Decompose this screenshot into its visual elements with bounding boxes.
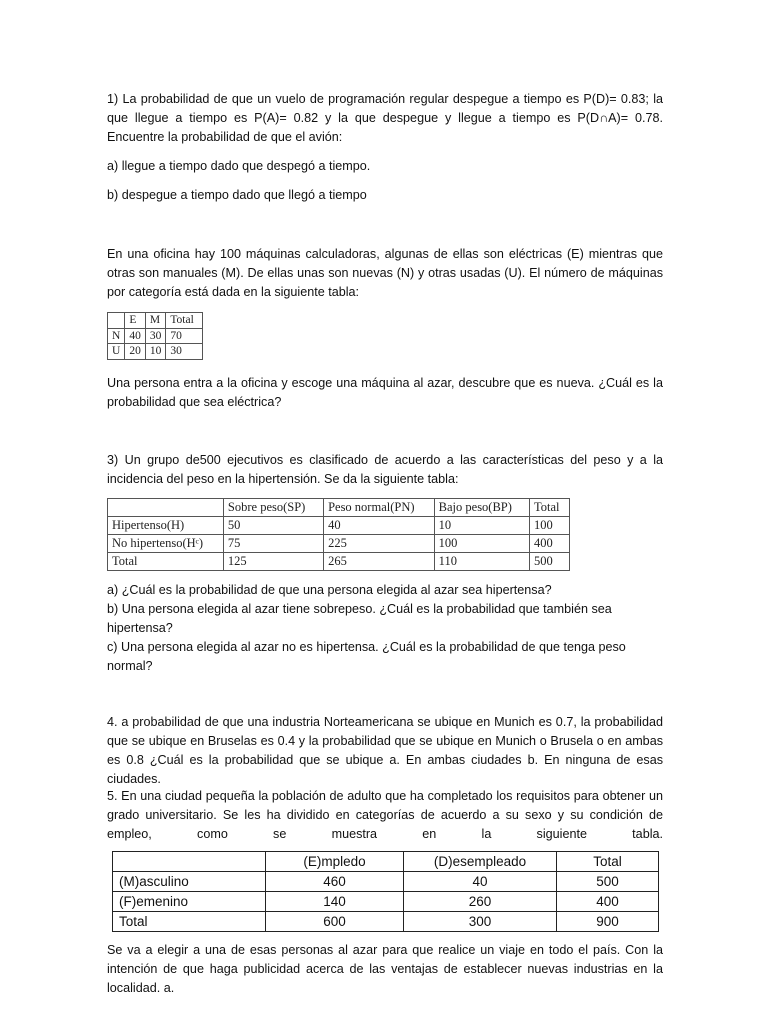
table-row [108, 535, 570, 553]
table-cell: 225 [324, 535, 435, 553]
problem-5-intro: 5. En una ciudad pequeña la población de adulto que ha completado los requisitos para obtener un grado universitario. Se les ha dividido en categorías de acuerdo a su sexo y su condición de empleo, como se muestra en la siguiente tabla. [107, 789, 663, 841]
table-cell: 40 [324, 517, 435, 535]
table-cell: (F)emenino [113, 892, 266, 912]
table-cell: 600 [266, 912, 404, 932]
problem-1-text: 1) La probabilidad de que un vuelo de programación regular despegue a tiempo es P(D)= 0.83; la que llegue a tiempo es P(A)= 0.82 y la que despegue y llegue a tiempo es P(D∩A)= 0.78. Encuentre la probabilidad de que el avión: [107, 92, 663, 144]
table-cell: 20 [125, 344, 146, 360]
table-cell [108, 313, 125, 329]
table-cell: M [145, 313, 166, 329]
employment-table [112, 851, 659, 932]
table-cell: 40 [404, 872, 557, 892]
table-cell: 140 [266, 892, 404, 912]
table-cell: 125 [223, 553, 323, 571]
table-row [108, 328, 203, 344]
problem-3-part-a: a) ¿Cuál es la probabilidad de que una persona elegida al azar sea hipertensa? [107, 583, 552, 597]
table-cell [108, 499, 224, 517]
problem-3-part-c: c) Una persona elegida al azar no es hipertensa. ¿Cuál es la probabilidad de que tenga peso normal? [107, 640, 626, 673]
table-row [113, 852, 659, 872]
table-cell: (M)asculino [113, 872, 266, 892]
table-row [108, 517, 570, 535]
table-cell: No hipertenso(Hᶜ) [108, 535, 224, 553]
table-cell: 40 [125, 328, 146, 344]
problem-2-intro: En una oficina hay 100 máquinas calculadoras, algunas de ellas son eléctricas (E) mientras que otras son manuales (M). De ellas unas son nuevas (N) y otras usadas (U). El número de máquinas por categoría está dada en la siguiente tabla: [107, 247, 663, 299]
table-cell: 460 [266, 872, 404, 892]
table-cell: 100 [434, 535, 529, 553]
table-cell: 30 [145, 328, 166, 344]
table-cell: 10 [434, 517, 529, 535]
table-cell: 500 [529, 553, 569, 571]
table-cell: Hipertenso(H) [108, 517, 224, 535]
table-cell: N [108, 328, 125, 344]
table-row [108, 313, 203, 329]
table-cell: 500 [557, 872, 659, 892]
table-cell: Bajo peso(BP) [434, 499, 529, 517]
table-cell: 75 [223, 535, 323, 553]
table-row [113, 912, 659, 932]
table-cell: 100 [529, 517, 569, 535]
table-cell [113, 852, 266, 872]
problem-1-part-a: a) llegue a tiempo dado que despegó a tiempo. [107, 159, 371, 173]
table-cell: (E)mpledo [266, 852, 404, 872]
table-cell: 30 [166, 344, 202, 360]
problem-3-intro: 3) Un grupo de500 ejecutivos es clasificado de acuerdo a las características del peso y a la incidencia del peso en la hipertensión. Se da la siguiente tabla: [107, 453, 663, 486]
table-cell: 10 [145, 344, 166, 360]
problem-4-text: 4. a probabilidad de que una industria Norteamericana se ubique en Munich es 0.7, la probabilidad que se ubique en Bruselas es 0.4 y la probabilidad que se ubique en Munich o Brusela o en ambas es 0.8 ¿Cuál es la probabilidad que se ubique a. En ambas ciudades b. En ninguna de esas ciudades. [107, 715, 663, 786]
table-cell: Peso normal(PN) [324, 499, 435, 517]
table-cell: 300 [404, 912, 557, 932]
table-cell: Total [166, 313, 202, 329]
problem-2-question: Una persona entra a la oficina y escoge una máquina al azar, descubre que es nueva. ¿Cuál es la probabilidad que sea eléctrica? [107, 376, 663, 409]
problem-5-outro: Se va a elegir a una de esas personas al azar para que realice un viaje en todo el país. Con la intención de que haga publicidad acerca de las ventajas de establecer nuevas industrias en la localidad. a. [107, 943, 663, 995]
machines-table [107, 312, 203, 360]
table-cell: 400 [529, 535, 569, 553]
table-cell: (D)esempleado [404, 852, 557, 872]
problem-3-part-b: b) Una persona elegida al azar tiene sobrepeso. ¿Cuál es la probabilidad que también sea hipertensa? [107, 602, 612, 635]
table-cell: 400 [557, 892, 659, 912]
hypertension-table [107, 498, 570, 571]
table-cell: Total [113, 912, 266, 932]
table-row [108, 344, 203, 360]
table-row [113, 892, 659, 912]
table-cell: Total [529, 499, 569, 517]
table-cell: 265 [324, 553, 435, 571]
table-cell: Total [557, 852, 659, 872]
table-cell: 70 [166, 328, 202, 344]
table-cell: Sobre peso(SP) [223, 499, 323, 517]
table-cell: E [125, 313, 146, 329]
table-cell: 260 [404, 892, 557, 912]
table-row [108, 499, 570, 517]
table-cell: Total [108, 553, 224, 571]
table-cell: 900 [557, 912, 659, 932]
table-row [108, 553, 570, 571]
problem-1-part-b: b) despegue a tiempo dado que llegó a tiempo [107, 188, 367, 202]
table-cell: U [108, 344, 125, 360]
table-cell: 50 [223, 517, 323, 535]
table-row [113, 872, 659, 892]
table-cell: 110 [434, 553, 529, 571]
